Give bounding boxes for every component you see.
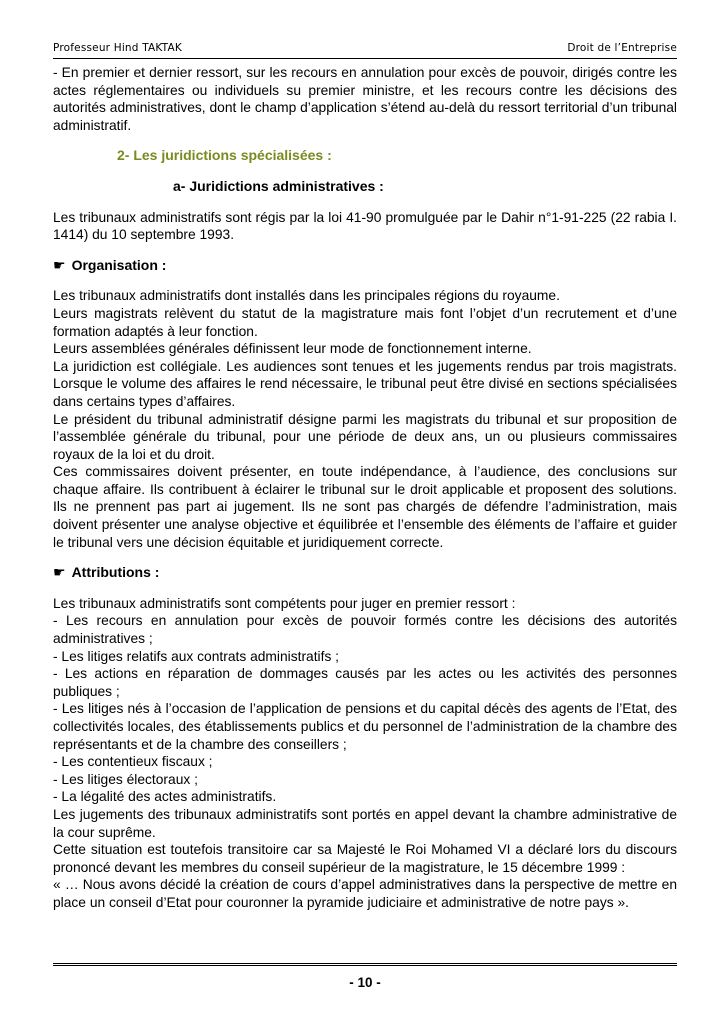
organisation-paragraph: Les tribunaux administratifs dont installés dans les principales régions du royaume. [53,288,560,304]
attributions-title: Attributions : [71,564,160,581]
attributions-list-item: - Les litiges nés à l’occasion de l’application de pensions et du capital décès des agents de l’Etat, des collectivités locales, des établissements publics et du personnel de l’administration de la chambre des représentants et de la chambre des conseillers ; [53,701,677,752]
attributions-paragraph: Cette situation est toutefois transitoire car sa Majesté le Roi Mohamed VI a déclaré lors du discours prononcé devant les membres du conseil supérieur de la magistrature, le 15 décembre 1999 : [53,842,677,875]
pointing-hand-icon: ☛ [53,564,66,581]
attributions-heading [53,564,677,582]
organisation-paragraph: Le président du tribunal administratif désigne parmi les magistrats du tribunal et sur proposition de l’assemblée générale du tribunal, pour une période de deux ans, un ou plusieurs commissaires royaux de la loi et du droit. [53,411,677,462]
royal-quote: « … Nous avons décidé la création de cours d’appel administratives dans la perspective de mettre en place un conseil d’Etat pour couronner la pyramide judiciaire et administrative de notre pays ». [53,877,677,910]
header-author: Professeur Hind TAKTAK [53,42,182,54]
page-header [53,40,677,58]
page-content [53,64,677,912]
attributions-paragraph: Les jugements des tribunaux administratifs sont portés en appel devant la chambre administrative de la cour suprême. [53,806,677,840]
organisation-heading [53,257,677,275]
header-course: Droit de l’Entreprise [567,42,677,54]
page-number: - 10 - [349,975,381,990]
organisation-title: Organisation : [71,256,167,273]
attributions-list-item: - Les actions en réparation de dommages causés par les actes ou les activités des personnes publiques ; [53,666,677,699]
header-divider [53,58,677,59]
loi-paragraph: Les tribunaux administratifs sont régis par la loi 41-90 promulguée par le Dahir n°1-91-225 (22 rabia I. 1414) du 10 septembre 1993. [53,209,677,243]
intro-paragraph: - En premier et dernier ressort, sur les recours en annulation pour excès de pouvoir, dirigés contre les actes réglementaires ou individuels su premier ministre, et les recours contre les décisions des autorités administratives, dont le champ d’application s’étend au-delà du ressort territorial d’un tribunal administratif. [53,65,677,133]
section-heading-juridictions-specialisees: 2- Les juridictions spécialisées : [117,147,332,164]
attributions-paragraph: Les tribunaux administratifs sont compétents pour juger en premier ressort : [53,595,516,611]
organisation-paragraph: Ces commissaires doivent présenter, en toute indépendance, à l’audience, des conclusions sur chaque affaire. Ils contribuent à éclairer le tribunal sur le droit applicable et proposent des solutions. Ils ne prennent pas part ai jugement. Ils ne sont pas chargés de défendre l’administration, mais doivent présenter une analyse objective et équilibrée et l’ensemble des éléments de l’affaire et guider le tribunal vers une décision équitable et juridiquement correcte. [53,464,677,550]
pointing-hand-icon: ☛ [53,256,66,273]
organisation-paragraph: Leurs magistrats relèvent du statut de la magistrature mais font l’objet d’un recrutement et d’une formation adaptés à leur fonction. [53,305,677,339]
subsection-heading-juridictions-administratives: a- Juridictions administratives : [173,177,384,194]
organisation-paragraph: La juridiction est collégiale. Les audiences sont tenues et les jugements rendus par trois magistrats. Lorsque le volume des affaires le rend nécessaire, le tribunal peut être divisé en sections spécialisées dans certains types d’affaires. [53,358,677,409]
attributions-list-item: - Les litiges relatifs aux contrats administratifs ; [53,648,340,664]
organisation-paragraph: Leurs assemblées générales définissent leur mode de fonctionnement interne. [53,341,532,357]
attributions-list-item: - Les litiges électoraux ; [53,771,198,787]
footer-divider [53,963,677,966]
attributions-list-item: - Les contentieux fiscaux ; [53,754,213,770]
attributions-list-item: - La légalité des actes administratifs. [53,789,277,805]
attributions-list-item: - Les recours en annulation pour excès de pouvoir formés contre les décisions des autorités administratives ; [53,613,677,647]
